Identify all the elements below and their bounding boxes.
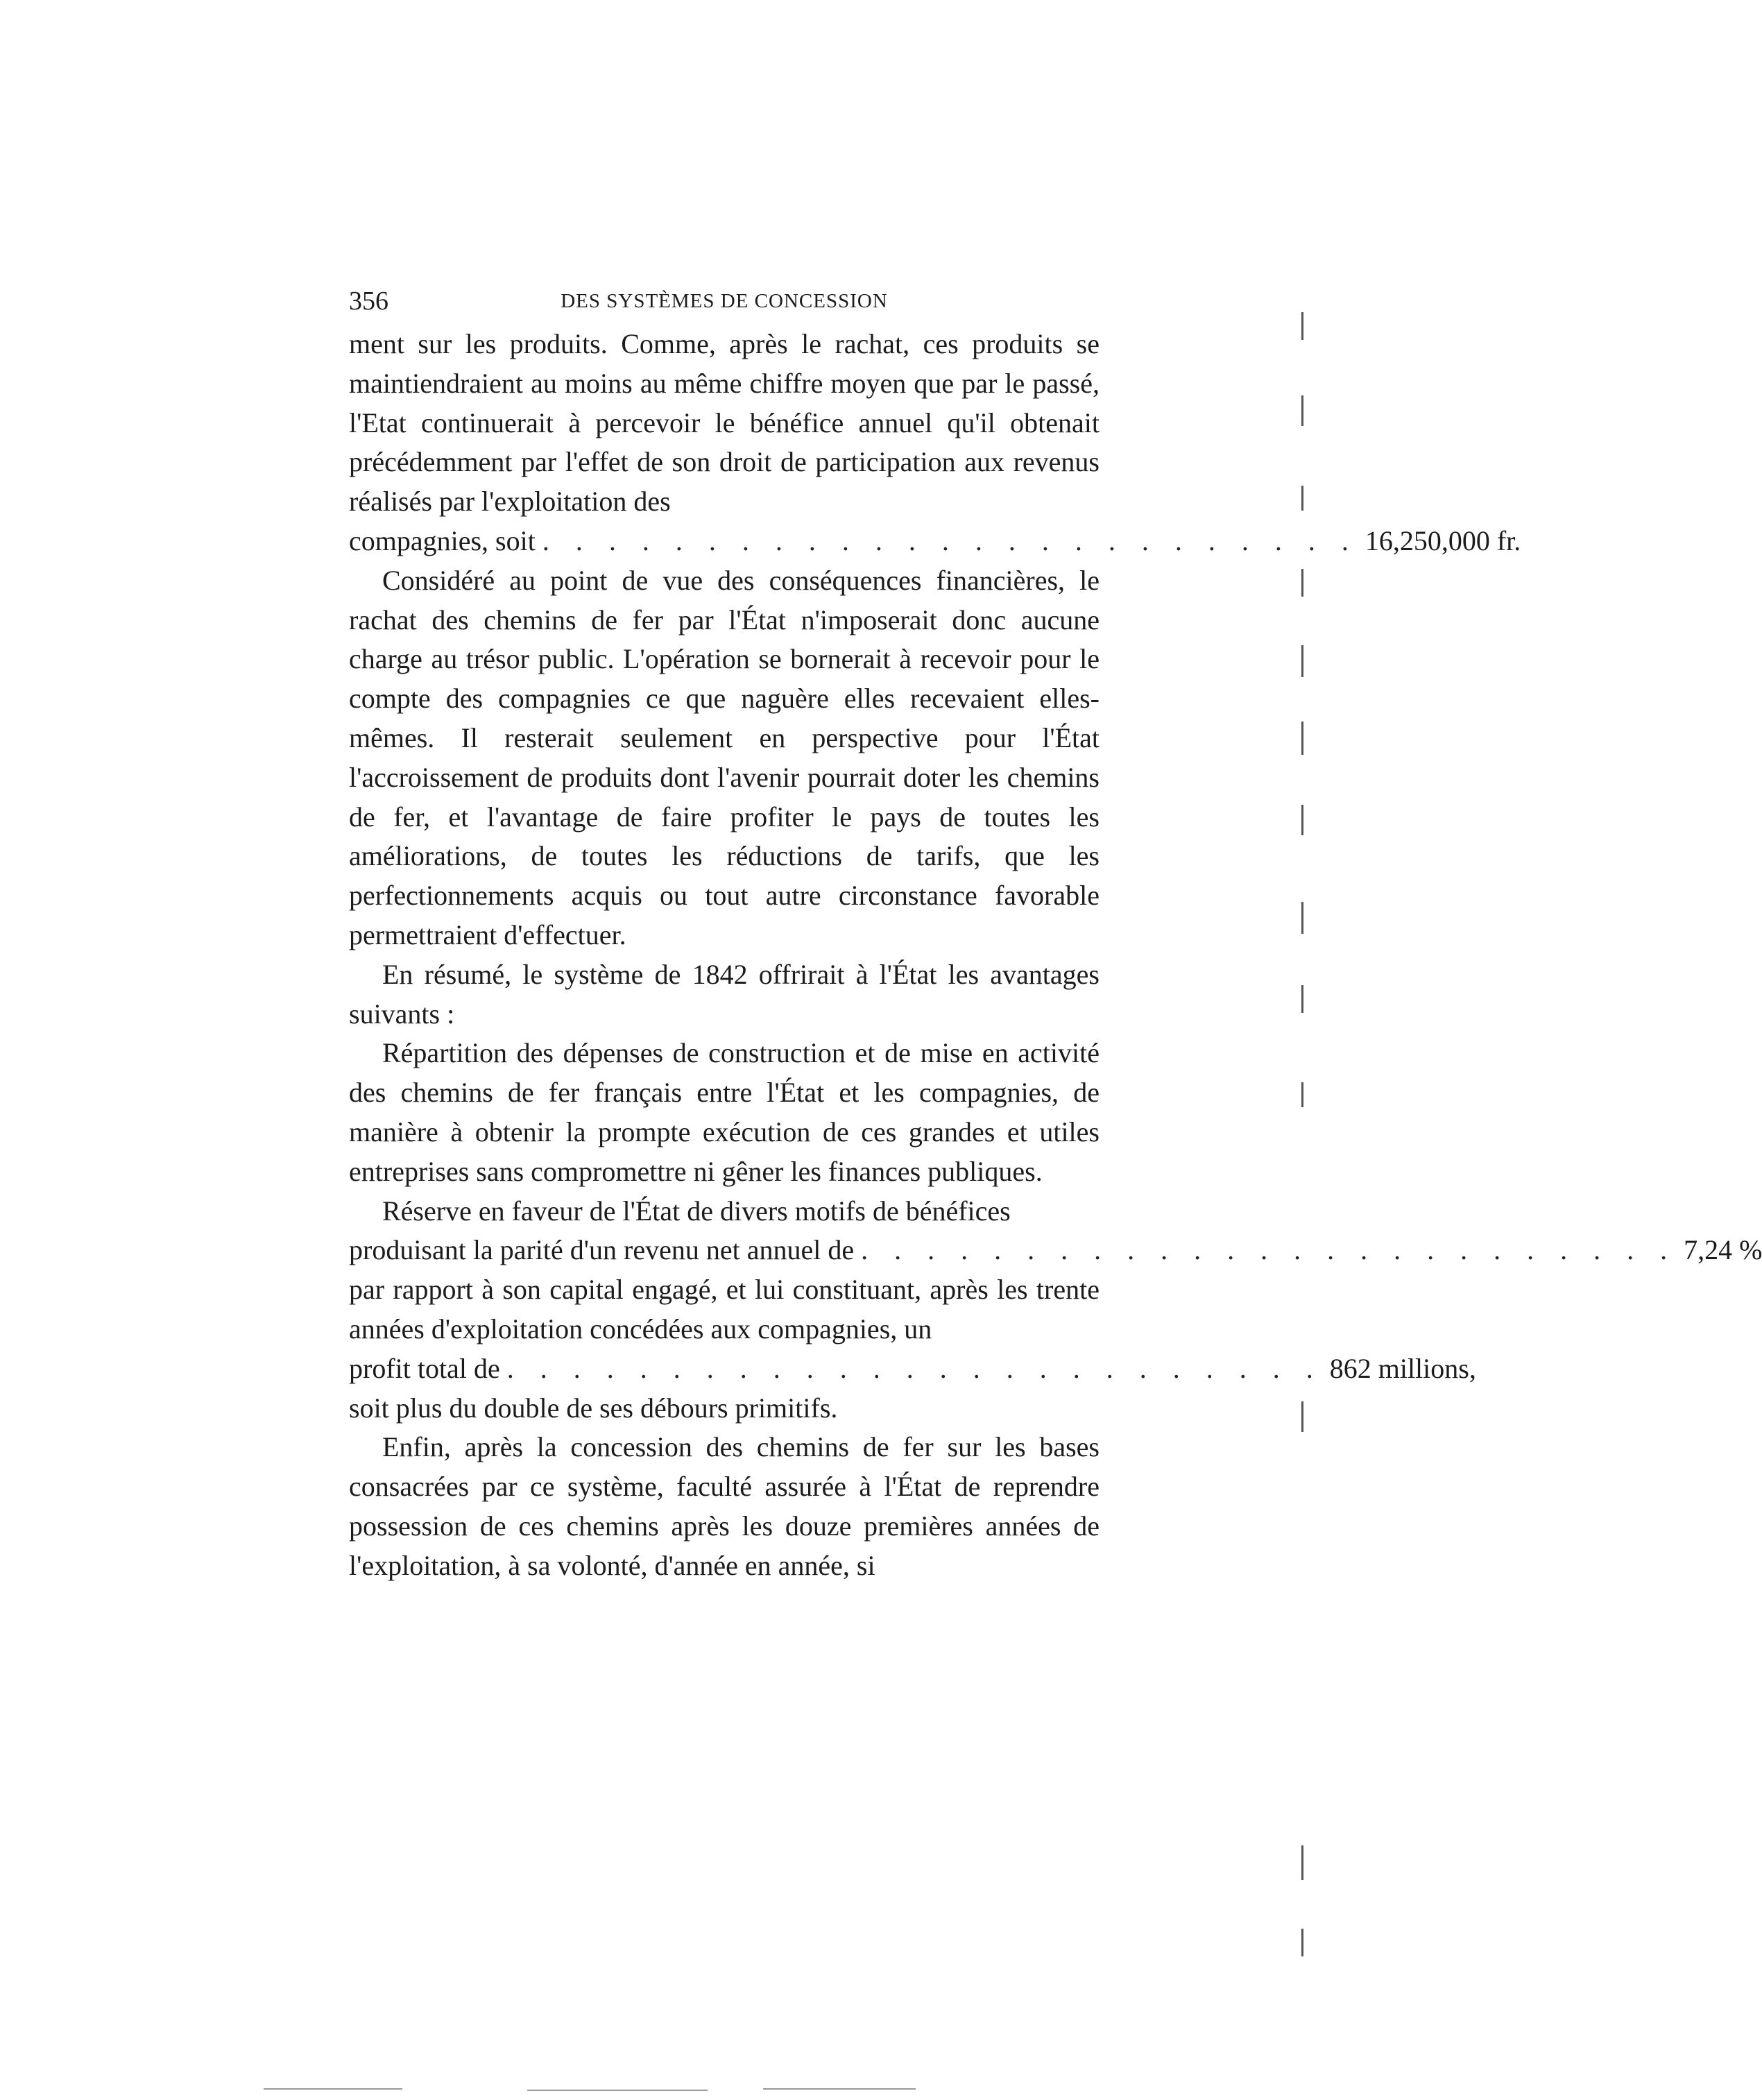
paragraph-1-text: ment sur les produits. Comme, après le rachat, ces produits se maintiendraient au moins au même chiffre moyen que par le passé, l'Etat continuerait à percevoir le bénéfice annuel qu'il obtenait précédemment par l'effet de son droit de participation aux revenus réalisés par l'exploitation des <box>349 328 1100 518</box>
scan-artifact <box>1301 722 1303 755</box>
body-text <box>349 325 1762 1586</box>
leader-amount: 7,24 % <box>1684 1234 1762 1266</box>
leader-label: compagnies, soit <box>349 524 536 556</box>
scan-artifact <box>1301 1082 1303 1107</box>
paragraph-1-leader-line <box>349 522 1521 561</box>
leader-amount: 16,250,000 fr. <box>1365 524 1521 556</box>
scan-artifact <box>763 2088 916 2090</box>
scan-artifact <box>1301 569 1303 597</box>
scan-artifact <box>1301 985 1303 1013</box>
paragraph-3: En résumé, le système de 1842 offrirait à l'État les avantages suivants : <box>349 958 1100 1030</box>
paragraph-5-leader-line-1 <box>349 1231 1762 1270</box>
dot-leader: . . . . . . . . . . . . . . . . . . . . . . . . . <box>542 524 1358 556</box>
scan-artifact <box>1301 1929 1303 1956</box>
scan-artifact <box>1301 312 1303 340</box>
running-head <box>349 286 1100 322</box>
scan-artifact <box>1301 486 1303 511</box>
leader-amount: 862 millions, <box>1329 1352 1476 1384</box>
scan-artifact <box>1301 805 1303 835</box>
paragraph-1 <box>349 325 1100 522</box>
dot-leader: . . . . . . . . . . . . . . . . . . . . . . . . . <box>506 1352 1323 1384</box>
scan-artifact <box>1301 395 1303 426</box>
scan-artifact <box>1301 1401 1303 1432</box>
running-title: DES SYSTÈMES DE CONCESSION <box>561 290 888 312</box>
page-number: 356 <box>349 287 388 316</box>
scan-artifact <box>527 2090 708 2091</box>
scan-artifact <box>264 2088 402 2090</box>
scan-artifact <box>1301 645 1303 677</box>
paragraph-4: Répartition des dépenses de construction et de mise en activité des chemins de fer français entre l'État et les compagnies, de manière à obtenir la prompte exécution de ces grandes et utiles entreprises sans compromettre ni gêner les finances publiques. <box>349 1037 1100 1187</box>
paragraph-6: Enfin, après la concession des chemins de fer sur les bases consacrées par ce système, faculté assurée à l'État de reprendre possession de ces chemins après les douze premières années de l'exploitation, à sa volonté, d'année en année, si <box>349 1431 1100 1581</box>
dot-leader: . . . . . . . . . . . . . . . . . . . . . . . . . <box>861 1234 1677 1266</box>
leader-label: produisant la parité d'un revenu net annuel de <box>349 1234 855 1266</box>
scan-artifact <box>1301 902 1303 934</box>
paragraph-5-intro: Réserve en faveur de l'État de divers motifs de bénéfices <box>382 1195 1011 1227</box>
paragraph-5-outro: soit plus du double de ses débours primitifs. <box>349 1392 838 1424</box>
paragraph-2: Considéré au point de vue des conséquences financières, le rachat des chemins de fer par l'État n'imposerait donc aucune charge au trésor public. L'opération se bornerait à recevoir pour le compte des compagnies ce que naguère elles recevaient elles-mêmes. Il resterait seulement en perspective pour l'État l'accroissement de produits dont l'avenir pourrait doter les chemins de fer, et l'avantage de faire profiter le pays de toutes les améliorations, de toutes les réductions de tarifs, que les perfectionnements acquis ou tout autre circonstance favorable permettraient d'effectuer. <box>349 564 1100 950</box>
scan-artifact <box>1301 1845 1303 1880</box>
paragraph-5-middle: par rapport à son capital engagé, et lui constituant, après les trente années d'exploitation concédées aux compagnies, un <box>349 1274 1100 1344</box>
paragraph-5-leader-line-2 <box>349 1349 1476 1389</box>
leader-label: profit total de <box>349 1352 500 1384</box>
